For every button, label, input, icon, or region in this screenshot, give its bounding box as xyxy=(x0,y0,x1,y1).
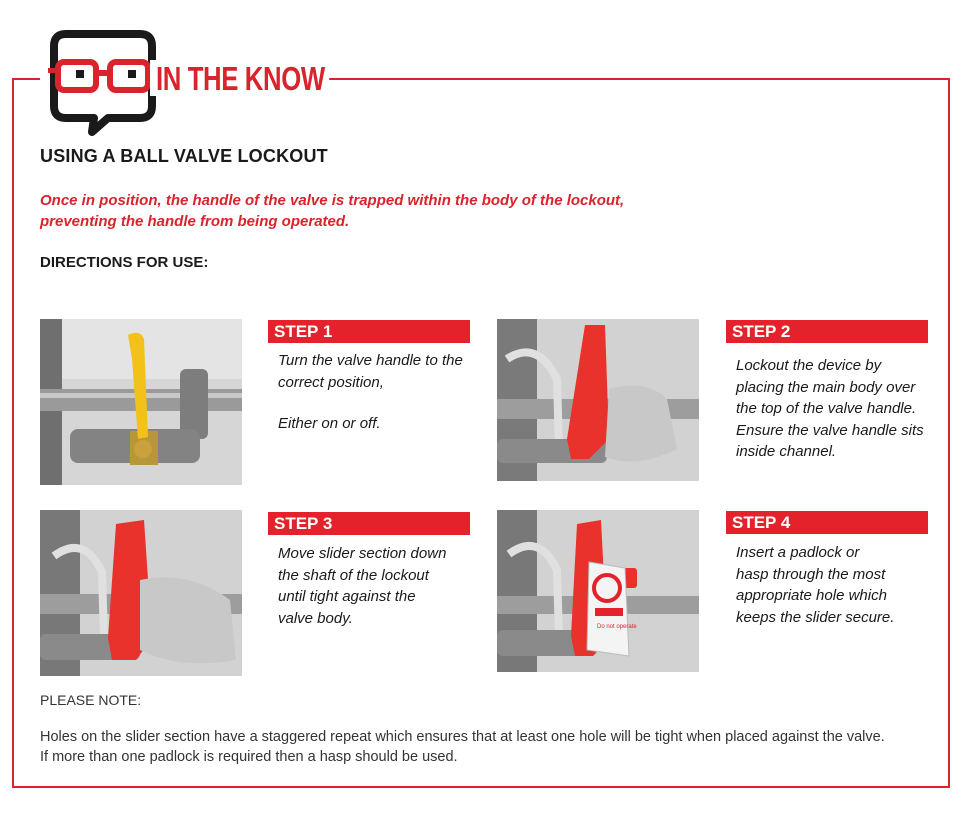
step-text-line: placing the main body over xyxy=(736,378,916,396)
step-text-line: Turn the valve handle to the xyxy=(278,352,463,369)
note-line: If more than one padlock is required then a hasp should be used. xyxy=(40,749,458,765)
step-text-line: the shaft of the lockout xyxy=(278,566,429,584)
step-2-header: STEP 2 xyxy=(726,320,928,343)
note-text xyxy=(40,727,945,767)
directions-label: DIRECTIONS FOR USE: xyxy=(40,254,209,271)
step-text-line: valve body. xyxy=(278,609,353,627)
step-2-photo xyxy=(497,319,699,481)
step-text-line: until tight against the xyxy=(278,588,416,605)
step-3-text xyxy=(278,543,483,629)
step-4-header: STEP 4 xyxy=(726,511,928,534)
intro-text xyxy=(40,190,680,232)
step-2-text xyxy=(736,355,941,463)
tag-text: Do not operate xyxy=(597,624,637,630)
step-text-line: appropriate hole which xyxy=(736,587,887,604)
intro-line: Once in position, the handle of the valve is trapped within the body of the lockout, xyxy=(40,192,625,209)
step-4-text xyxy=(736,542,941,628)
step-4-photo xyxy=(497,510,699,672)
step-text-line: Either on or off. xyxy=(278,415,381,432)
step-1-photo xyxy=(40,319,242,485)
step-text-line: Lockout the device by xyxy=(736,357,882,374)
step-text-line: inside channel. xyxy=(736,443,837,460)
step-1-header: STEP 1 xyxy=(268,320,470,343)
step-1-text xyxy=(278,350,483,435)
step-3-header: STEP 3 xyxy=(268,512,470,535)
speech-bubble-glasses-icon xyxy=(48,28,158,136)
step-text-line: hasp through the most xyxy=(736,565,886,583)
intro-line: preventing the handle from being operated. xyxy=(40,213,350,230)
step-text-line: correct position, xyxy=(278,373,384,391)
step-text-line: the top of the valve handle. xyxy=(736,400,917,417)
step-text-line: Move slider section down xyxy=(278,545,447,562)
note-label: PLEASE NOTE: xyxy=(40,692,142,708)
step-text-line: keeps the slider secure. xyxy=(736,608,895,626)
section-title: USING A BALL VALVE LOCKOUT xyxy=(40,146,328,166)
brand-title: IN THE KNOW xyxy=(156,60,329,98)
step-text-line: Ensure the valve handle sits xyxy=(736,421,924,439)
step-text-line: Insert a padlock or xyxy=(736,544,860,561)
note-line: Holes on the slider section have a staggered repeat which ensures that at least one hole will be tight when placed against the valve. xyxy=(40,729,885,745)
step-3-photo xyxy=(40,510,242,676)
